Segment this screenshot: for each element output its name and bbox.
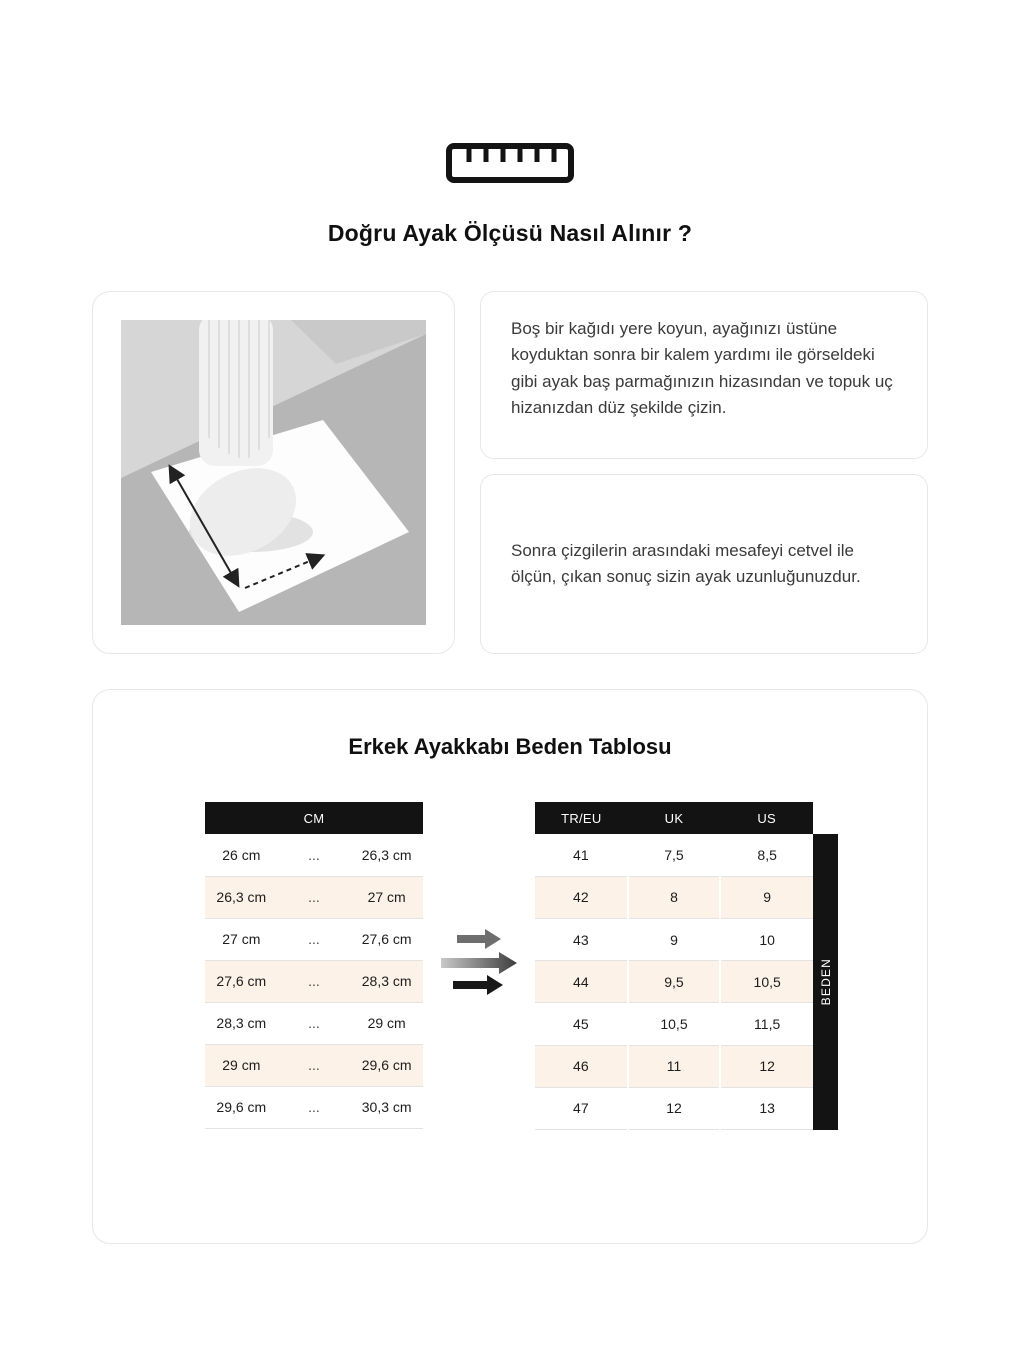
size-us: 12 bbox=[720, 1045, 813, 1087]
beden-label-text: BEDEN bbox=[818, 958, 833, 1006]
instruction-text-1: Boş bir kağıdı yere koyun, ayağınızı üstüne koyduktan sonra bir kalem yardımı ile görseldeki gibi ayak baş parmağınızın hizasından ve topuk uç hizanızdan düz şekilde çizin. bbox=[511, 319, 893, 418]
size-uk: 12 bbox=[628, 1087, 721, 1129]
size-us: 13 bbox=[720, 1087, 813, 1129]
conversion-arrows-icon bbox=[439, 928, 517, 1003]
size-uk: 7,5 bbox=[628, 834, 721, 876]
cm-from: 27,6 cm bbox=[205, 960, 278, 1002]
size-us: 9 bbox=[720, 876, 813, 918]
size-treu: 42 bbox=[535, 876, 628, 918]
size-conversion-table bbox=[535, 802, 813, 1130]
size-uk: 9,5 bbox=[628, 961, 721, 1003]
table-row bbox=[205, 918, 423, 960]
size-treu: 41 bbox=[535, 834, 628, 876]
cm-from: 26 cm bbox=[205, 834, 278, 876]
range-separator: ... bbox=[278, 1044, 351, 1086]
col-header-treu: TR/EU bbox=[535, 802, 628, 834]
size-chart-tables bbox=[93, 802, 927, 1130]
cm-to: 28,3 cm bbox=[350, 960, 423, 1002]
cm-to: 27 cm bbox=[350, 876, 423, 918]
range-separator: ... bbox=[278, 1086, 351, 1128]
cm-table-header: CM bbox=[205, 802, 423, 834]
table-row bbox=[535, 1003, 813, 1045]
cm-from: 26,3 cm bbox=[205, 876, 278, 918]
size-treu: 44 bbox=[535, 961, 628, 1003]
table-row bbox=[205, 834, 423, 876]
instruction-card-2 bbox=[480, 474, 928, 654]
cm-to: 26,3 cm bbox=[350, 834, 423, 876]
size-us: 11,5 bbox=[720, 1003, 813, 1045]
cm-to: 30,3 cm bbox=[350, 1086, 423, 1128]
cm-from: 28,3 cm bbox=[205, 1002, 278, 1044]
size-uk: 9 bbox=[628, 918, 721, 960]
table-row bbox=[205, 1086, 423, 1128]
table-row bbox=[205, 876, 423, 918]
cm-to: 29,6 cm bbox=[350, 1044, 423, 1086]
size-uk: 11 bbox=[628, 1045, 721, 1087]
table-row bbox=[205, 1044, 423, 1086]
size-uk: 8 bbox=[628, 876, 721, 918]
col-header-uk: UK bbox=[628, 802, 721, 834]
cm-range-table bbox=[205, 802, 423, 1129]
size-treu: 47 bbox=[535, 1087, 628, 1129]
size-treu: 46 bbox=[535, 1045, 628, 1087]
size-us: 10,5 bbox=[720, 961, 813, 1003]
size-treu: 45 bbox=[535, 1003, 628, 1045]
instruction-steps bbox=[480, 291, 928, 654]
ruler-icon bbox=[92, 142, 928, 184]
cm-to: 29 cm bbox=[350, 1002, 423, 1044]
cm-from: 29 cm bbox=[205, 1044, 278, 1086]
table-row bbox=[535, 876, 813, 918]
size-us: 8,5 bbox=[720, 834, 813, 876]
page-title: Doğru Ayak Ölçüsü Nasıl Alınır ? bbox=[327, 220, 693, 246]
table-row bbox=[205, 960, 423, 1002]
cm-from: 29,6 cm bbox=[205, 1086, 278, 1128]
size-chart-card bbox=[92, 689, 928, 1244]
size-us: 10 bbox=[720, 918, 813, 960]
range-separator: ... bbox=[278, 918, 351, 960]
table-row bbox=[535, 834, 813, 876]
range-separator: ... bbox=[278, 876, 351, 918]
foot-measurement-photo bbox=[92, 291, 455, 654]
size-treu: 43 bbox=[535, 918, 628, 960]
range-separator: ... bbox=[278, 1002, 351, 1044]
table-row bbox=[535, 918, 813, 960]
range-separator: ... bbox=[278, 834, 351, 876]
table-row bbox=[205, 1002, 423, 1044]
range-separator: ... bbox=[278, 960, 351, 1002]
beden-side-label bbox=[813, 834, 838, 1130]
size-chart-title: Erkek Ayakkabı Beden Tablosu bbox=[348, 734, 672, 759]
instruction-text-2: Sonra çizgilerin arasındaki mesafeyi cetvel ile ölçün, çıkan sonuç sizin ayak uzunluğunuzdur. bbox=[511, 540, 861, 586]
table-row bbox=[535, 961, 813, 1003]
table-row bbox=[535, 1045, 813, 1087]
size-uk: 10,5 bbox=[628, 1003, 721, 1045]
table-row bbox=[535, 1087, 813, 1129]
size-conversion-wrap bbox=[535, 802, 838, 1130]
cm-from: 27 cm bbox=[205, 918, 278, 960]
how-to-section bbox=[92, 291, 928, 654]
cm-to: 27,6 cm bbox=[350, 918, 423, 960]
col-header-us: US bbox=[720, 802, 813, 834]
instruction-card-1 bbox=[480, 291, 928, 459]
